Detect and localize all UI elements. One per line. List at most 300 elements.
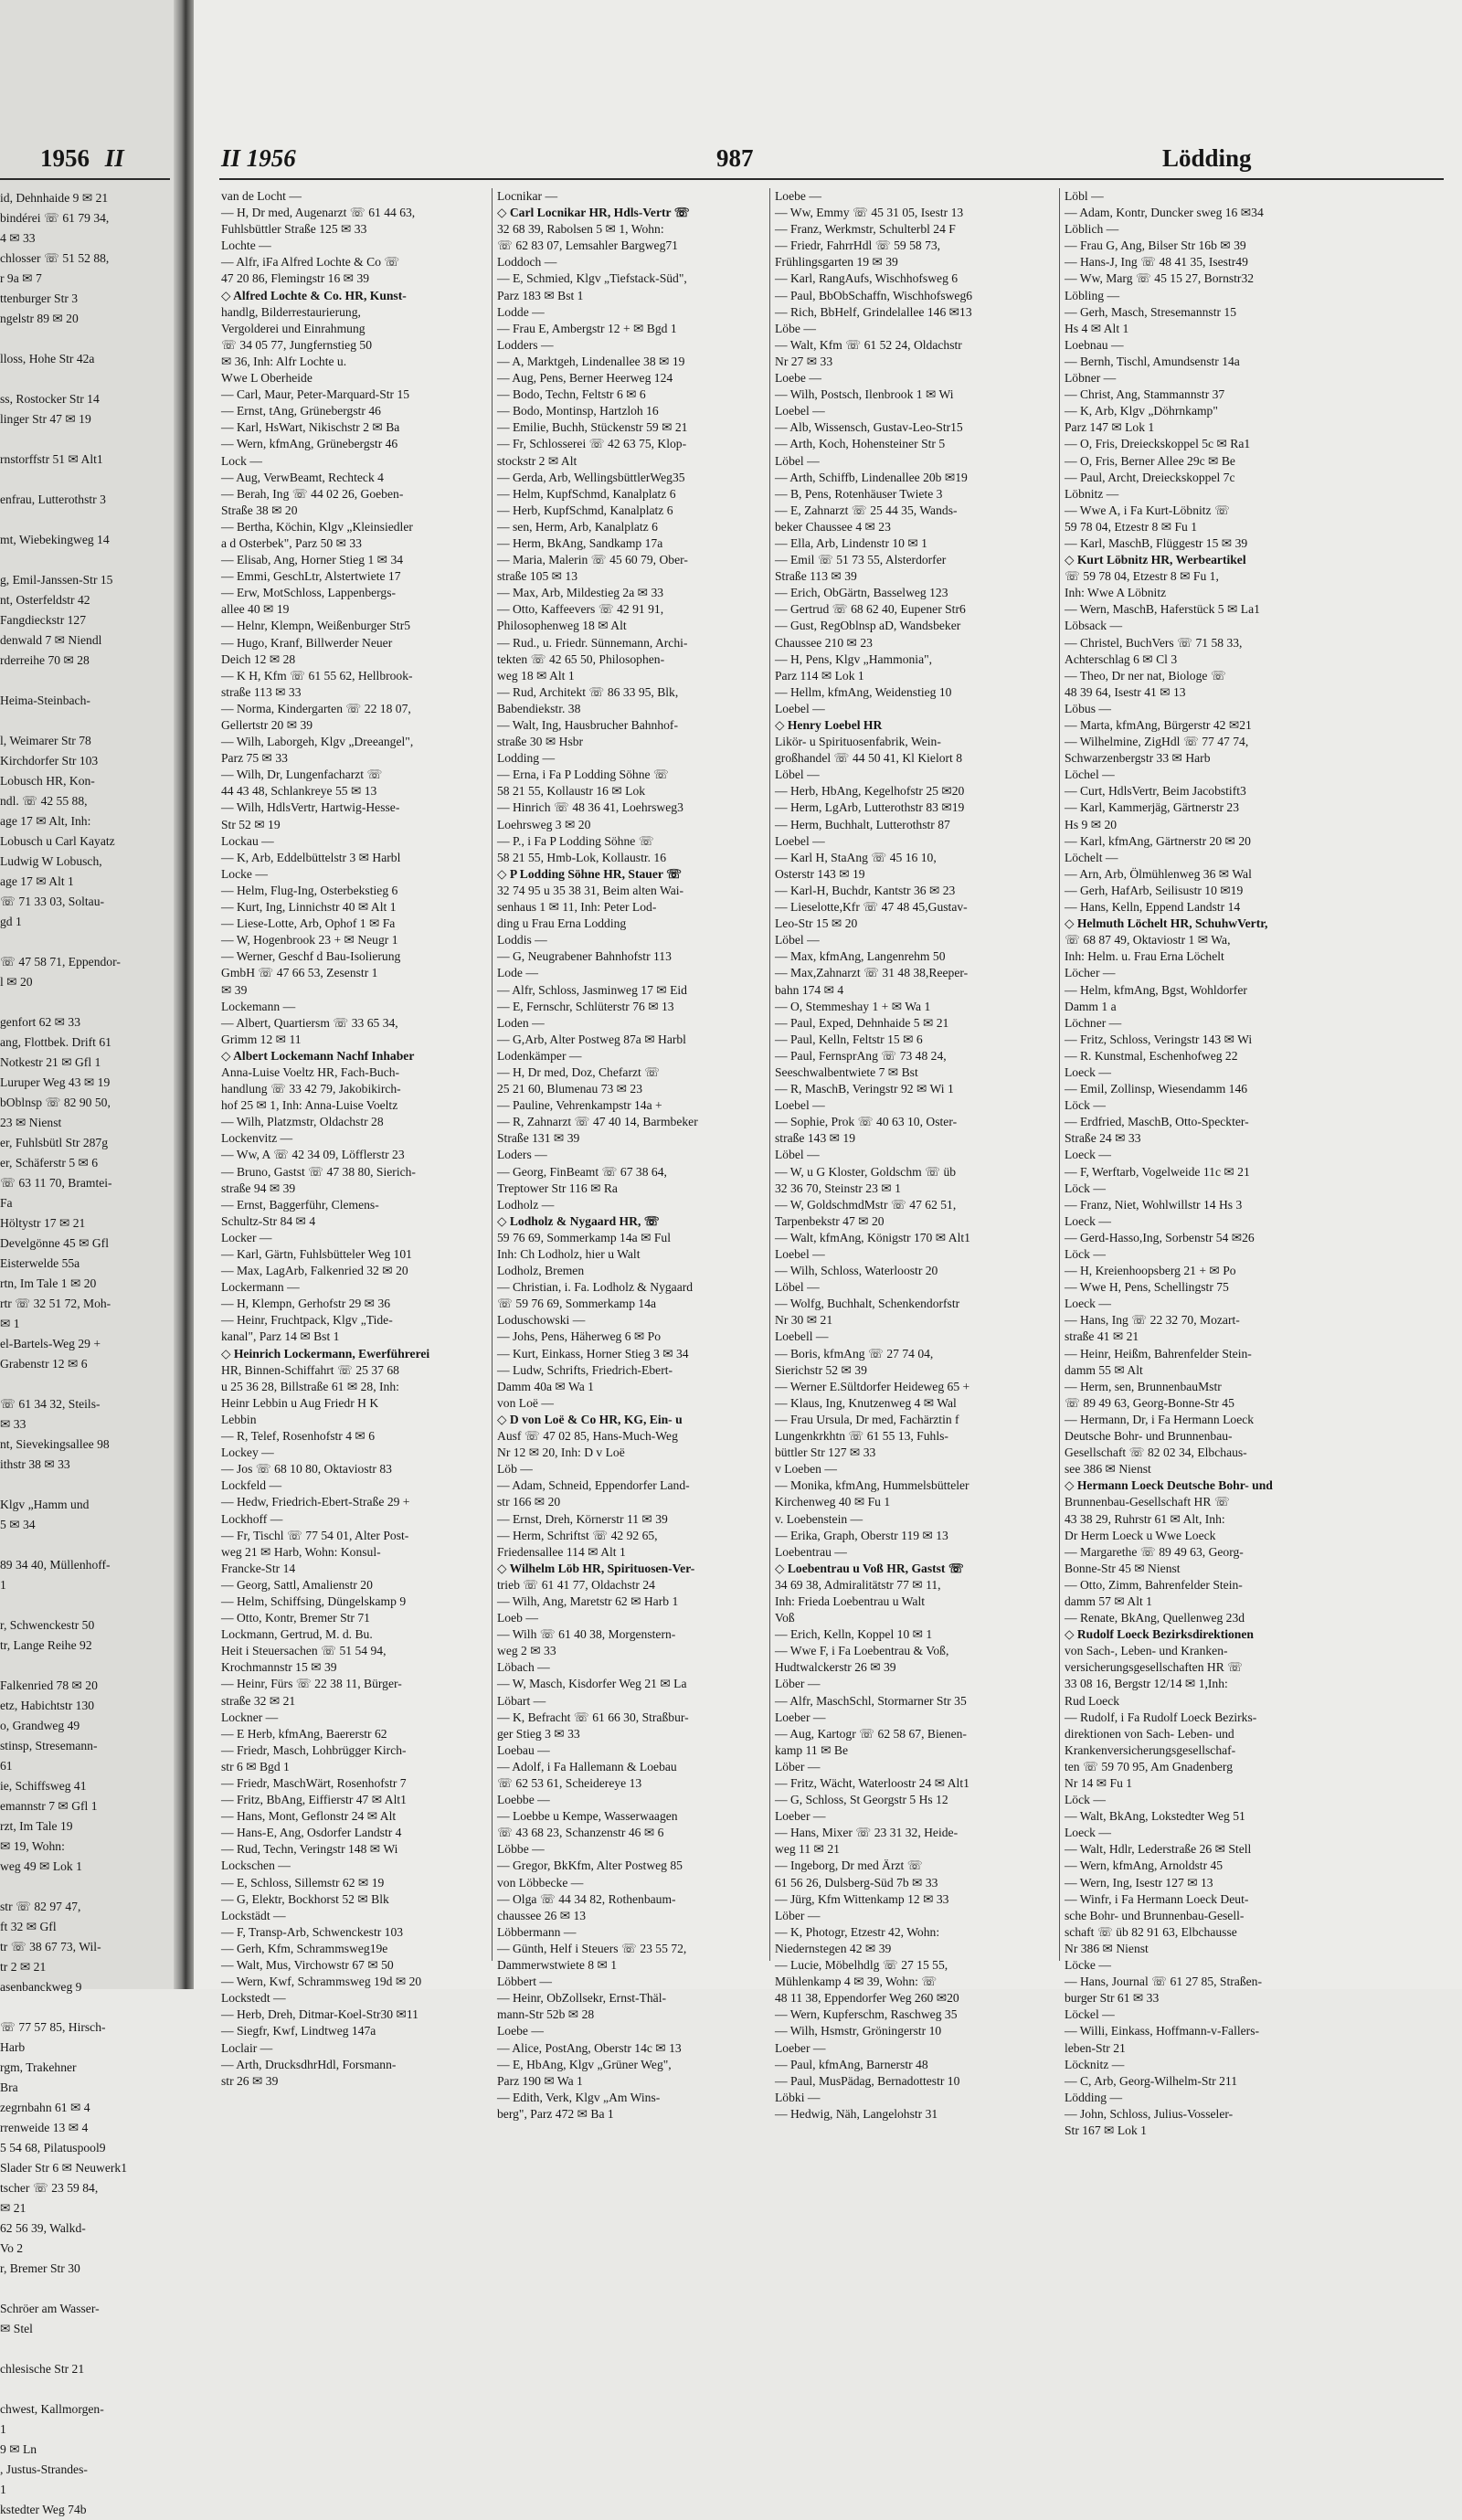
directory-line: — Hans, Journal ☏ 61 27 85, Straßen- bbox=[1065, 1975, 1262, 1989]
directory-line: — Karl-H, Buchdr, Kantstr 36 ✉ 23 bbox=[775, 883, 956, 897]
directory-line: — Wern, Kupferschm, Raschweg 35 bbox=[775, 2007, 958, 2022]
directory-line: — H, Dr med, Doz, Chefarzt ☏ bbox=[497, 1064, 661, 1079]
directory-line: Vergolderei und Einrahmung bbox=[221, 321, 366, 335]
directory-line: straße 113 ✉ 33 bbox=[221, 684, 302, 699]
directory-line: Löck — bbox=[1065, 1247, 1106, 1261]
directory-line: ◇ Rudolf Loeck Bezirksdirektionen bbox=[1065, 1627, 1254, 1642]
directory-line: — Christel, BuchVers ☏ 71 58 33, bbox=[1065, 635, 1243, 650]
directory-line: ☏ 62 83 07, Lemsahler Bargweg71 bbox=[497, 238, 678, 253]
directory-line: — Olga ☏ 44 34 82, Rothenbaum- bbox=[497, 1891, 676, 1906]
directory-line: — B, Pens, Rotenhäuser Twiete 3 bbox=[775, 486, 943, 501]
directory-line: ☏ 43 68 23, Schanzenstr 46 ✉ 6 bbox=[497, 1826, 664, 1840]
directory-line: — A, Marktgeh, Lindenallee 38 ✉ 19 bbox=[497, 354, 685, 368]
directory-line: von Sach-, Leben- und Kranken- bbox=[1065, 1644, 1228, 1658]
directory-line: 25 21 60, Blumenau 73 ✉ 23 bbox=[497, 1082, 643, 1096]
directory-line: — Paul, Archt, Dreieckskoppel 7c bbox=[1065, 470, 1235, 484]
directory-line bbox=[0, 711, 170, 731]
directory-line: — Paul, kfmAng, Barnerstr 48 bbox=[775, 2057, 928, 2071]
directory-line: hof 25 ✉ 1, Inh: Anna-Luise Voeltz bbox=[221, 1098, 398, 1113]
directory-line: Löck — bbox=[1065, 1793, 1106, 1807]
directory-line: ☏ 34 05 77, Jungfernstieg 50 bbox=[221, 337, 373, 352]
directory-line: Hudtwalckerstr 26 ✉ 39 bbox=[775, 1660, 896, 1675]
directory-line: Heima-Steinbach- bbox=[0, 694, 90, 707]
directory-line: — Rich, BbHelf, Grindelallee 146 ✉13 bbox=[775, 304, 972, 319]
directory-line: — Karl, Gärtn, Fuhlsbütteler Weg 101 bbox=[221, 1247, 412, 1261]
directory-line: — Helm, Flug-Ing, Osterbekstieg 6 bbox=[221, 883, 398, 897]
directory-line: ◇ Loebentrau u Voß HR, Gastst ☏ bbox=[775, 1561, 964, 1575]
directory-line: — Günth, Helf i Steuers ☏ 23 55 72, bbox=[497, 1941, 687, 1955]
directory-line: — Gregor, BkKfm, Alter Postweg 85 bbox=[497, 1858, 683, 1873]
directory-line: tr 2 ✉ 21 bbox=[0, 1960, 47, 1974]
directory-line: — Franz, Werkmstr, Schulterbl 24 F bbox=[775, 222, 956, 237]
directory-line: — Ernst, Dreh, Körnerstr 11 ✉ 39 bbox=[497, 1511, 668, 1526]
directory-line: rderreihe 70 ✉ 28 bbox=[0, 653, 90, 667]
directory-line: Damm 1 a bbox=[1065, 999, 1117, 1013]
directory-line bbox=[0, 470, 170, 490]
directory-line: — Heinr, ObZollsekr, Ernst-Thäl- bbox=[497, 1991, 667, 2006]
directory-line: ding u Frau Erna Lodding bbox=[497, 916, 627, 931]
directory-line: ◇ D von Loë & Co HR, KG, Ein- u bbox=[497, 1412, 683, 1426]
directory-line: — Wern, MaschB, Haferstück 5 ✉ La1 bbox=[1065, 602, 1260, 617]
directory-line: — Fritz, BbAng, Eiffierstr 47 ✉ Alt1 bbox=[221, 1793, 407, 1807]
directory-line: — Fritz, Wächt, Waterloostr 24 ✉ Alt1 bbox=[775, 1776, 969, 1790]
directory-line: str ☏ 82 97 47, bbox=[0, 1900, 81, 1913]
directory-line: ✉ Stel bbox=[0, 2322, 33, 2335]
directory-line: — G, Schloss, St Georgstr 5 Hs 12 bbox=[775, 1793, 948, 1807]
directory-line: Loebe — bbox=[775, 371, 821, 386]
directory-line: ngelstr 89 ✉ 20 bbox=[0, 312, 79, 325]
directory-line: Loebel — bbox=[775, 404, 825, 418]
directory-line: Harb bbox=[0, 2040, 26, 2054]
directory-line: nt, Sievekingsallee 98 bbox=[0, 1437, 110, 1451]
directory-line: — Emil, Zollinsp, Wiesendamm 146 bbox=[1065, 1082, 1248, 1096]
directory-line: — Ella, Arb, Lindenstr 10 ✉ 1 bbox=[775, 535, 927, 550]
left-header-rule bbox=[0, 178, 170, 180]
directory-line: ☏ 63 11 70, Bramtei- bbox=[0, 1176, 112, 1190]
directory-line: 4 ✉ 33 bbox=[0, 231, 36, 245]
directory-line: 89 34 40, Müllenhoff- bbox=[0, 1558, 111, 1572]
directory-line: rrenweide 13 ✉ 4 bbox=[0, 2121, 89, 2134]
directory-line: Lodders — bbox=[497, 337, 554, 352]
directory-line: rtr ☏ 32 51 72, Moh- bbox=[0, 1297, 111, 1310]
directory-line: rzt, Im Tale 19 bbox=[0, 1819, 73, 1833]
directory-line: 62 56 39, Walkd- bbox=[0, 2221, 86, 2235]
directory-line: — Wwe A, i Fa Kurt-Löbnitz ☏ bbox=[1065, 503, 1230, 517]
directory-line bbox=[0, 1877, 170, 1897]
directory-line: ☏ 61 34 32, Steils- bbox=[0, 1397, 101, 1411]
directory-line: Höltystr 17 ✉ 21 bbox=[0, 1216, 86, 1230]
directory-line: — G,Arb, Alter Postweg 87a ✉ Harbl bbox=[497, 1032, 686, 1046]
directory-line: van de Locht — bbox=[221, 189, 302, 203]
directory-line bbox=[0, 932, 170, 952]
directory-line: sche Bohr- und Brunnenbau-Gesell- bbox=[1065, 1908, 1245, 1922]
directory-line: straße 143 ✉ 19 bbox=[775, 1131, 856, 1146]
directory-line: — Helm, Schiffsing, Düngelskamp 9 bbox=[221, 1594, 407, 1608]
directory-line: Löbbe — bbox=[497, 1842, 545, 1857]
directory-line: Löbki — bbox=[775, 2090, 821, 2104]
directory-line: ✉ 21 bbox=[0, 2201, 26, 2215]
directory-line: — Karl, kfmAng, Gärtnerstr 20 ✉ 20 bbox=[1065, 833, 1251, 848]
directory-line: 47 20 86, Flemingstr 16 ✉ 39 bbox=[221, 271, 370, 286]
directory-line: — Margarethe ☏ 89 49 63, Georg- bbox=[1065, 1544, 1244, 1559]
directory-line: — Otto, Kontr, Bremer Str 71 bbox=[221, 1611, 370, 1625]
directory-line: ☏ 59 78 04, Etzestr 8 ✉ Fu 1, bbox=[1065, 569, 1219, 584]
directory-line: — Hans, Ing ☏ 22 32 70, Mozart- bbox=[1065, 1313, 1240, 1328]
directory-line: Loclair — bbox=[221, 2040, 273, 2055]
directory-line: — Wwe H, Pens, Schellingstr 75 bbox=[1065, 1280, 1229, 1295]
directory-column-4 bbox=[1065, 188, 1355, 2137]
directory-line: — Paul, Kelln, Feltstr 15 ✉ 6 bbox=[775, 1032, 923, 1046]
directory-line: — John, Schloss, Julius-Vosseler- bbox=[1065, 2106, 1234, 2121]
directory-line: Vo 2 bbox=[0, 2241, 24, 2255]
directory-line: weg 18 ✉ Alt 1 bbox=[497, 668, 575, 683]
directory-line: — Frau G, Ang, Bilser Str 16b ✉ 39 bbox=[1065, 238, 1246, 253]
directory-line: Nr 14 ✉ Fu 1 bbox=[1065, 1776, 1133, 1790]
directory-line: ✉ 1 bbox=[0, 1317, 20, 1330]
directory-line: — Wilh, Postsch, Ilenbrook 1 ✉ Wi bbox=[775, 387, 954, 402]
directory-line: l ✉ 20 bbox=[0, 975, 33, 989]
directory-line: — E Herb, kfmAng, Baererstr 62 bbox=[221, 1726, 387, 1741]
directory-line bbox=[0, 1595, 170, 1615]
directory-line: Schultz-Str 84 ✉ 4 bbox=[221, 1213, 316, 1228]
directory-line: stinsp, Stresemann- bbox=[0, 1739, 98, 1752]
directory-line: — E, HbAng, Klgv „Grüner Weg", bbox=[497, 2057, 672, 2071]
directory-line: — Wilhelmine, ZigHdl ☏ 77 47 74, bbox=[1065, 735, 1249, 749]
directory-line: — Walt, Mus, Virchowstr 67 ✉ 50 bbox=[221, 1958, 394, 1973]
directory-line: — Frau Ursula, Dr med, Fachärztin f bbox=[775, 1412, 959, 1426]
directory-line: 23 ✉ Nienst bbox=[0, 1116, 62, 1129]
directory-line: — Rud, Techn, Veringstr 148 ✉ Wi bbox=[221, 1842, 398, 1857]
directory-line: Parz 114 ✉ Lok 1 bbox=[775, 668, 864, 683]
directory-line: — Max,Zahnarzt ☏ 31 48 38,Reeper- bbox=[775, 966, 969, 980]
directory-line: etz, Habichtstr 130 bbox=[0, 1699, 95, 1712]
directory-line: kanal", Parz 14 ✉ Bst 1 bbox=[221, 1329, 340, 1344]
directory-line: ☏ 71 33 03, Soltau- bbox=[0, 895, 105, 908]
directory-line: — R, Zahnarzt ☏ 47 40 14, Barmbeker bbox=[497, 1115, 698, 1129]
directory-line: mann-Str 52b ✉ 28 bbox=[497, 2007, 595, 2022]
directory-line: — Alfr, iFa Alfred Lochte & Co ☏ bbox=[221, 255, 400, 270]
directory-line: , Justus-Strandes- bbox=[0, 2462, 88, 2476]
directory-line: weg 11 ✉ 21 bbox=[775, 1842, 840, 1857]
directory-line: Seeschwalbentwiete 7 ✉ Bst bbox=[775, 1064, 918, 1079]
directory-line: — Klaus, Ing, Knutzenweg 4 ✉ Wal bbox=[775, 1395, 957, 1410]
directory-line: Gesellschaft ☏ 82 02 34, Elbchaus- bbox=[1065, 1445, 1247, 1460]
directory-line: 9 ✉ Ln bbox=[0, 2442, 37, 2456]
directory-line: 5 54 68, Pilatuspool9 bbox=[0, 2141, 106, 2155]
directory-line: Löbl — bbox=[1065, 189, 1104, 203]
directory-line: Babendiekstr. 38 bbox=[497, 701, 581, 715]
directory-line bbox=[0, 1656, 170, 1676]
directory-line: emannstr 7 ✉ Gfl 1 bbox=[0, 1799, 98, 1813]
directory-line: Lockstedt — bbox=[221, 1991, 286, 2006]
directory-line: — K H, Kfm ☏ 61 55 62, Hellbrook- bbox=[221, 668, 413, 683]
directory-line: — Heinr, Fruchtpack, Klgv „Tide- bbox=[221, 1313, 393, 1328]
left-header-year: 1956 bbox=[40, 144, 90, 172]
directory-line: Loeber — bbox=[775, 1809, 826, 1824]
directory-line: str 6 ✉ Bgd 1 bbox=[221, 1759, 290, 1774]
directory-line: — Adam, Kontr, Duncker sweg 16 ✉34 bbox=[1065, 206, 1264, 220]
directory-line: 48 11 38, Eppendorfer Weg 260 ✉20 bbox=[775, 1991, 959, 2006]
directory-line: straße 94 ✉ 39 bbox=[221, 1181, 296, 1195]
directory-line: — Arth, DrucksdhrHdl, Forsmann- bbox=[221, 2057, 397, 2071]
directory-column-3 bbox=[775, 188, 1054, 2121]
directory-line: — Emil ☏ 51 73 55, Alsterdorfer bbox=[775, 553, 947, 567]
directory-line: Lodholz, Bremen bbox=[497, 1264, 585, 1278]
directory-line: l, Weimarer Str 78 bbox=[0, 734, 91, 747]
directory-line: handlg, Bilderrestaurierung, bbox=[221, 304, 361, 319]
directory-line: — Werner, Geschf d Bau-Isolierung bbox=[221, 949, 401, 964]
directory-line: Lock — bbox=[221, 453, 262, 468]
directory-line: Niedernstegen 42 ✉ 39 bbox=[775, 1941, 892, 1955]
directory-line: ◇ P Lodding Söhne HR, Stauer ☏ bbox=[497, 866, 683, 881]
directory-line: — Friedr, FahrrHdl ☏ 59 58 73, bbox=[775, 238, 941, 253]
directory-line: Lodde — bbox=[497, 304, 545, 319]
directory-line: Lockschen — bbox=[221, 1858, 291, 1873]
directory-line: Loeber — bbox=[775, 1710, 826, 1724]
directory-line: — Hinrich ☏ 48 36 41, Loehrsweg3 bbox=[497, 800, 683, 815]
directory-line bbox=[0, 429, 170, 450]
directory-line: Loebentrau — bbox=[775, 1544, 847, 1559]
directory-line: ☏ 62 53 61, Scheidereye 13 bbox=[497, 1776, 642, 1790]
directory-line: ger Stieg 3 ✉ 33 bbox=[497, 1726, 580, 1741]
directory-line: — Aug, VerwBeamt, Rechteck 4 bbox=[221, 470, 384, 484]
directory-line: 58 21 55, Hmb-Lok, Kollaustr. 16 bbox=[497, 850, 667, 864]
directory-line: — Herb, HbAng, Kegelhofstr 25 ✉20 bbox=[775, 784, 965, 799]
directory-line: Fuhlsbüttler Straße 125 ✉ 33 bbox=[221, 222, 367, 237]
directory-line: Lockenvitz — bbox=[221, 1131, 293, 1146]
directory-line: asenbanckweg 9 bbox=[0, 1980, 82, 1994]
directory-line: burger Str 61 ✉ 33 bbox=[1065, 1991, 1160, 2006]
directory-line: — Carl, Maur, Peter-Marquard-Str 15 bbox=[221, 387, 410, 402]
directory-line: 32 74 95 u 35 38 31, Beim alten Wai- bbox=[497, 883, 684, 897]
directory-line: straße 30 ✉ Hsbr bbox=[497, 735, 584, 749]
directory-line: Löbart — bbox=[497, 1693, 546, 1708]
directory-line: Lockermann — bbox=[221, 1280, 300, 1295]
directory-line: r, Bremer Str 30 bbox=[0, 2261, 80, 2275]
directory-line: — Bodo, Techn, Feltstr 6 ✉ 6 bbox=[497, 387, 646, 402]
directory-line: er, Fuhlsbütl Str 287g bbox=[0, 1136, 109, 1149]
left-header-part: II bbox=[104, 144, 124, 172]
directory-line: age 17 ✉ Alt 1 bbox=[0, 874, 74, 888]
directory-line: 32 68 39, Rabolsen 5 ✉ 1, Wohn: bbox=[497, 222, 664, 237]
directory-line: — P., i Fa P Lodding Söhne ☏ bbox=[497, 833, 654, 848]
directory-line: — H, Klempn, Gerhofstr 29 ✉ 36 bbox=[221, 1297, 391, 1311]
directory-line: 43 38 29, Ruhrstr 61 ✉ Alt, Inh: bbox=[1065, 1511, 1225, 1526]
directory-line bbox=[0, 1997, 170, 2017]
directory-line: leben-Str 21 bbox=[1065, 2040, 1126, 2055]
directory-line: Damm 40a ✉ Wa 1 bbox=[497, 1379, 594, 1393]
directory-line: 61 bbox=[0, 1759, 13, 1773]
directory-line: Loebnau — bbox=[1065, 337, 1124, 352]
directory-line: — Aug, Pens, Berner Heerweg 124 bbox=[497, 371, 673, 386]
directory-line bbox=[0, 329, 170, 349]
directory-line: Loebel — bbox=[775, 1247, 825, 1261]
directory-line: — Wolfg, Buchhalt, Schenkendorfstr bbox=[775, 1297, 960, 1311]
directory-line: Str 167 ✉ Lok 1 bbox=[1065, 2123, 1147, 2137]
directory-line: — Norma, Kindergarten ☏ 22 18 07, bbox=[221, 701, 411, 715]
directory-line: 1 bbox=[0, 2483, 6, 2496]
directory-line: Lodenkämper — bbox=[497, 1048, 582, 1063]
directory-line: — Alice, PostAng, Oberstr 14c ✉ 13 bbox=[497, 2040, 682, 2055]
directory-line: er, Schäferstr 5 ✉ 6 bbox=[0, 1156, 99, 1170]
directory-line: — Max, Arb, Mildestieg 2a ✉ 33 bbox=[497, 586, 664, 600]
left-page-column bbox=[0, 188, 170, 2516]
directory-line: ttenburger Str 3 bbox=[0, 291, 79, 305]
directory-line: — Liese-Lotte, Arb, Ophof 1 ✉ Fa bbox=[221, 916, 396, 931]
directory-line: Falkenried 78 ✉ 20 bbox=[0, 1678, 98, 1692]
directory-line: Loebe — bbox=[497, 2024, 544, 2038]
directory-line: rgm, Trakehner bbox=[0, 2060, 77, 2074]
directory-line: — W, u G Kloster, Goldschm ☏ üb bbox=[775, 1164, 957, 1179]
directory-line: — Erw, MotSchloss, Lappenbergs- bbox=[221, 586, 397, 600]
directory-line: — Ernst, Baggerführ, Clemens- bbox=[221, 1197, 379, 1212]
directory-line: Dr Herm Loeck u Wwe Loeck bbox=[1065, 1528, 1216, 1542]
directory-line: — Edith, Verk, Klgv „Am Wins- bbox=[497, 2090, 661, 2104]
directory-line: — O, Fris, Berner Allee 29c ✉ Be bbox=[1065, 453, 1235, 468]
directory-line: Lebbin bbox=[221, 1412, 257, 1426]
directory-line: lloss, Hohe Str 42a bbox=[0, 352, 95, 365]
directory-line: Loebell — bbox=[775, 1329, 829, 1344]
column-divider-3 bbox=[1059, 188, 1060, 1961]
directory-line: Kirchdorfer Str 103 bbox=[0, 754, 99, 768]
directory-line: — Aug, Kartogr ☏ 62 58 67, Bienen- bbox=[775, 1726, 967, 1741]
directory-line: Löbel — bbox=[775, 933, 820, 948]
directory-line: — Siegfr, Kwf, Lindtweg 147a bbox=[221, 2024, 376, 2038]
directory-line: — Wilh, HdlsVertr, Hartwig-Hesse- bbox=[221, 800, 400, 815]
directory-line: weg 2 ✉ 33 bbox=[497, 1644, 556, 1658]
directory-line: denwald 7 ✉ Niendl bbox=[0, 633, 102, 647]
directory-line: Loeck — bbox=[1065, 1297, 1111, 1311]
directory-line: 5 ✉ 34 bbox=[0, 1518, 36, 1531]
directory-line: — Theo, Dr ner nat, Biologe ☏ bbox=[1065, 668, 1226, 683]
directory-line: Anna-Luise Voeltz HR, Fach-Buch- bbox=[221, 1064, 400, 1079]
directory-line: Eisterwelde 55a bbox=[0, 1256, 80, 1270]
directory-line: — Bodo, Montinsp, Hartzloh 16 bbox=[497, 404, 659, 418]
directory-line: — Hedw, Friedrich-Ebert-Straße 29 + bbox=[221, 1495, 410, 1509]
directory-line: — Erich, ObGärtn, Basselweg 123 bbox=[775, 586, 948, 600]
directory-line: Inh: Helm. u. Frau Erna Löchelt bbox=[1065, 949, 1224, 964]
directory-line: Locker — bbox=[221, 1230, 272, 1244]
directory-line: ✉ 36, Inh: Alfr Lochte u. bbox=[221, 354, 347, 368]
directory-line: — Wilh, Hsmstr, Gröningerstr 10 bbox=[775, 2024, 942, 2038]
directory-line: Loders — bbox=[497, 1148, 547, 1162]
directory-line: Loehrsweg 3 ✉ 20 bbox=[497, 817, 591, 831]
directory-line: senhaus 1 ✉ 11, Inh: Peter Lod- bbox=[497, 900, 657, 915]
directory-line: beker Chaussee 4 ✉ 23 bbox=[775, 519, 891, 534]
directory-line: — Hellm, kfmAng, Weidenstieg 10 bbox=[775, 684, 952, 699]
directory-line: — Gerh, Masch, Stresemannstr 15 bbox=[1065, 304, 1237, 319]
directory-line: Philosophenweg 18 ✉ Alt bbox=[497, 619, 627, 633]
directory-line: Loeck — bbox=[1065, 1826, 1111, 1840]
directory-line: Schröer am Wasser- bbox=[0, 2302, 100, 2315]
directory-line: — Walt, BkAng, Lokstedter Weg 51 bbox=[1065, 1809, 1245, 1824]
directory-line: Deich 12 ✉ 28 bbox=[221, 651, 296, 666]
directory-line: — Bruno, Gastst ☏ 47 38 80, Sierich- bbox=[221, 1164, 416, 1179]
directory-line: — Hans, Mont, Geflonstr 24 ✉ Alt bbox=[221, 1809, 397, 1824]
directory-line: 48 39 64, Isestr 41 ✉ 13 bbox=[1065, 684, 1186, 699]
directory-line: ☏ 47 58 71, Eppendor- bbox=[0, 955, 121, 969]
directory-line: Löcher — bbox=[1065, 966, 1116, 980]
directory-line: Löckel — bbox=[1065, 2007, 1115, 2022]
directory-line: — Gertrud ☏ 68 62 40, Eupener Str6 bbox=[775, 602, 966, 617]
directory-line: Voß bbox=[775, 1611, 795, 1625]
directory-line: Löber — bbox=[775, 1759, 821, 1774]
directory-line: gd 1 bbox=[0, 915, 22, 928]
directory-line: — Wilh, Platzmstr, Oldachstr 28 bbox=[221, 1115, 384, 1129]
directory-line: Ludwig W Lobusch, bbox=[0, 854, 102, 868]
directory-line: — sen, Herm, Arb, Kanalplatz 6 bbox=[497, 519, 658, 534]
directory-line: 44 43 48, Schlankreye 55 ✉ 13 bbox=[221, 784, 377, 799]
directory-line: — Erna, i Fa P Lodding Söhne ☏ bbox=[497, 768, 669, 782]
directory-line: ft 32 ✉ Gfl bbox=[0, 1920, 57, 1933]
directory-line: — Lucie, Möbelhdlg ☏ 27 15 55, bbox=[775, 1958, 948, 1973]
directory-line: Lobusch HR, Kon- bbox=[0, 774, 95, 788]
directory-line: — W, Masch, Kisdorfer Weg 21 ✉ La bbox=[497, 1677, 687, 1691]
directory-line: ◇ Kurt Löbnitz HR, Werbeartikel bbox=[1065, 553, 1246, 567]
directory-line: Fa bbox=[0, 1196, 13, 1210]
directory-line bbox=[0, 2339, 170, 2359]
directory-line: ✉ 19, Wohn: bbox=[0, 1839, 65, 1853]
directory-line: Löblich — bbox=[1065, 222, 1119, 237]
directory-line: — Ludw, Schrifts, Friedrich-Ebert- bbox=[497, 1362, 673, 1377]
directory-line: ◇ Lodholz & Nygaard HR, ☏ bbox=[497, 1213, 660, 1228]
directory-line: Straße 24 ✉ 33 bbox=[1065, 1131, 1141, 1146]
directory-line: — Pauline, Vehrenkampstr 14a + bbox=[497, 1098, 662, 1113]
directory-line: damm 57 ✉ Alt 1 bbox=[1065, 1594, 1152, 1608]
directory-line: kstedter Weg 74b bbox=[0, 2503, 87, 2516]
directory-line: o, Grandweg 49 bbox=[0, 1719, 80, 1732]
directory-line: — Ww, Emmy ☏ 45 31 05, Isestr 13 bbox=[775, 206, 964, 220]
directory-line: — Adam, Schneid, Eppendorfer Land- bbox=[497, 1478, 690, 1493]
directory-line: handlung ☏ 33 42 79, Jakobikirch- bbox=[221, 1082, 401, 1096]
directory-line: ithstr 38 ✉ 33 bbox=[0, 1457, 70, 1471]
directory-line: ☏ 77 57 85, Hirsch- bbox=[0, 2020, 106, 2034]
directory-line: el-Bartels-Weg 29 + bbox=[0, 1337, 101, 1350]
directory-line: Loduschowski — bbox=[497, 1313, 586, 1328]
directory-line: Löber — bbox=[775, 1677, 821, 1691]
directory-line: — Hans, Mixer ☏ 23 31 32, Heide- bbox=[775, 1826, 959, 1840]
directory-line: — Johs, Pens, Häherweg 6 ✉ Po bbox=[497, 1329, 662, 1344]
directory-line: ✉ 39 bbox=[221, 982, 248, 997]
directory-line: berg", Parz 472 ✉ Ba 1 bbox=[497, 2106, 614, 2121]
directory-line: — W, Hogenbrook 23 + ✉ Neugr 1 bbox=[221, 933, 398, 948]
directory-line: — Sophie, Prok ☏ 40 63 10, Oster- bbox=[775, 1115, 958, 1129]
directory-line: Löbel — bbox=[775, 453, 820, 468]
directory-line: ◇ Hermann Loeck Deutsche Bohr- und bbox=[1065, 1478, 1273, 1493]
directory-line: Loebel — bbox=[775, 1098, 825, 1113]
directory-line: v Loeben — bbox=[775, 1462, 837, 1477]
directory-line: Luruper Weg 43 ✉ 19 bbox=[0, 1075, 111, 1089]
directory-line: Brunnenbau-Gesellschaft HR ☏ bbox=[1065, 1495, 1230, 1509]
directory-line: Develgönne 45 ✉ Gfl bbox=[0, 1236, 109, 1250]
directory-line: GmbH ☏ 47 66 53, Zesenstr 1 bbox=[221, 966, 378, 980]
directory-line: 1 bbox=[0, 2422, 6, 2436]
directory-line: — Walt, Ing, Hausbrucher Bahnhof- bbox=[497, 718, 678, 732]
directory-line: — Hugo, Kranf, Billwerder Neuer bbox=[221, 635, 393, 650]
running-head-entry: Lödding bbox=[1162, 144, 1252, 172]
column-divider-1 bbox=[492, 188, 493, 1961]
directory-line: — Loebbe u Kempe, Wasserwaagen bbox=[497, 1809, 678, 1824]
directory-line: — Renate, BkAng, Quellenweg 23d bbox=[1065, 1611, 1245, 1625]
directory-line: — O, Stemmeshay 1 + ✉ Wa 1 bbox=[775, 999, 931, 1013]
directory-line: Chaussee 210 ✉ 23 bbox=[775, 635, 873, 650]
directory-line: Lobusch u Carl Kayatz bbox=[0, 834, 115, 848]
directory-line: — F, Werftarb, Vogelweide 11c ✉ 21 bbox=[1065, 1164, 1250, 1179]
directory-line: Leo-Str 15 ✉ 20 bbox=[775, 916, 858, 931]
directory-line: 34 69 38, Admiralitätstr 77 ✉ 11, bbox=[775, 1577, 941, 1592]
directory-line: — Gerh, HafArb, Seilisustr 10 ✉19 bbox=[1065, 883, 1244, 897]
directory-line: — Otto, Kaffeevers ☏ 42 91 91, bbox=[497, 602, 664, 617]
